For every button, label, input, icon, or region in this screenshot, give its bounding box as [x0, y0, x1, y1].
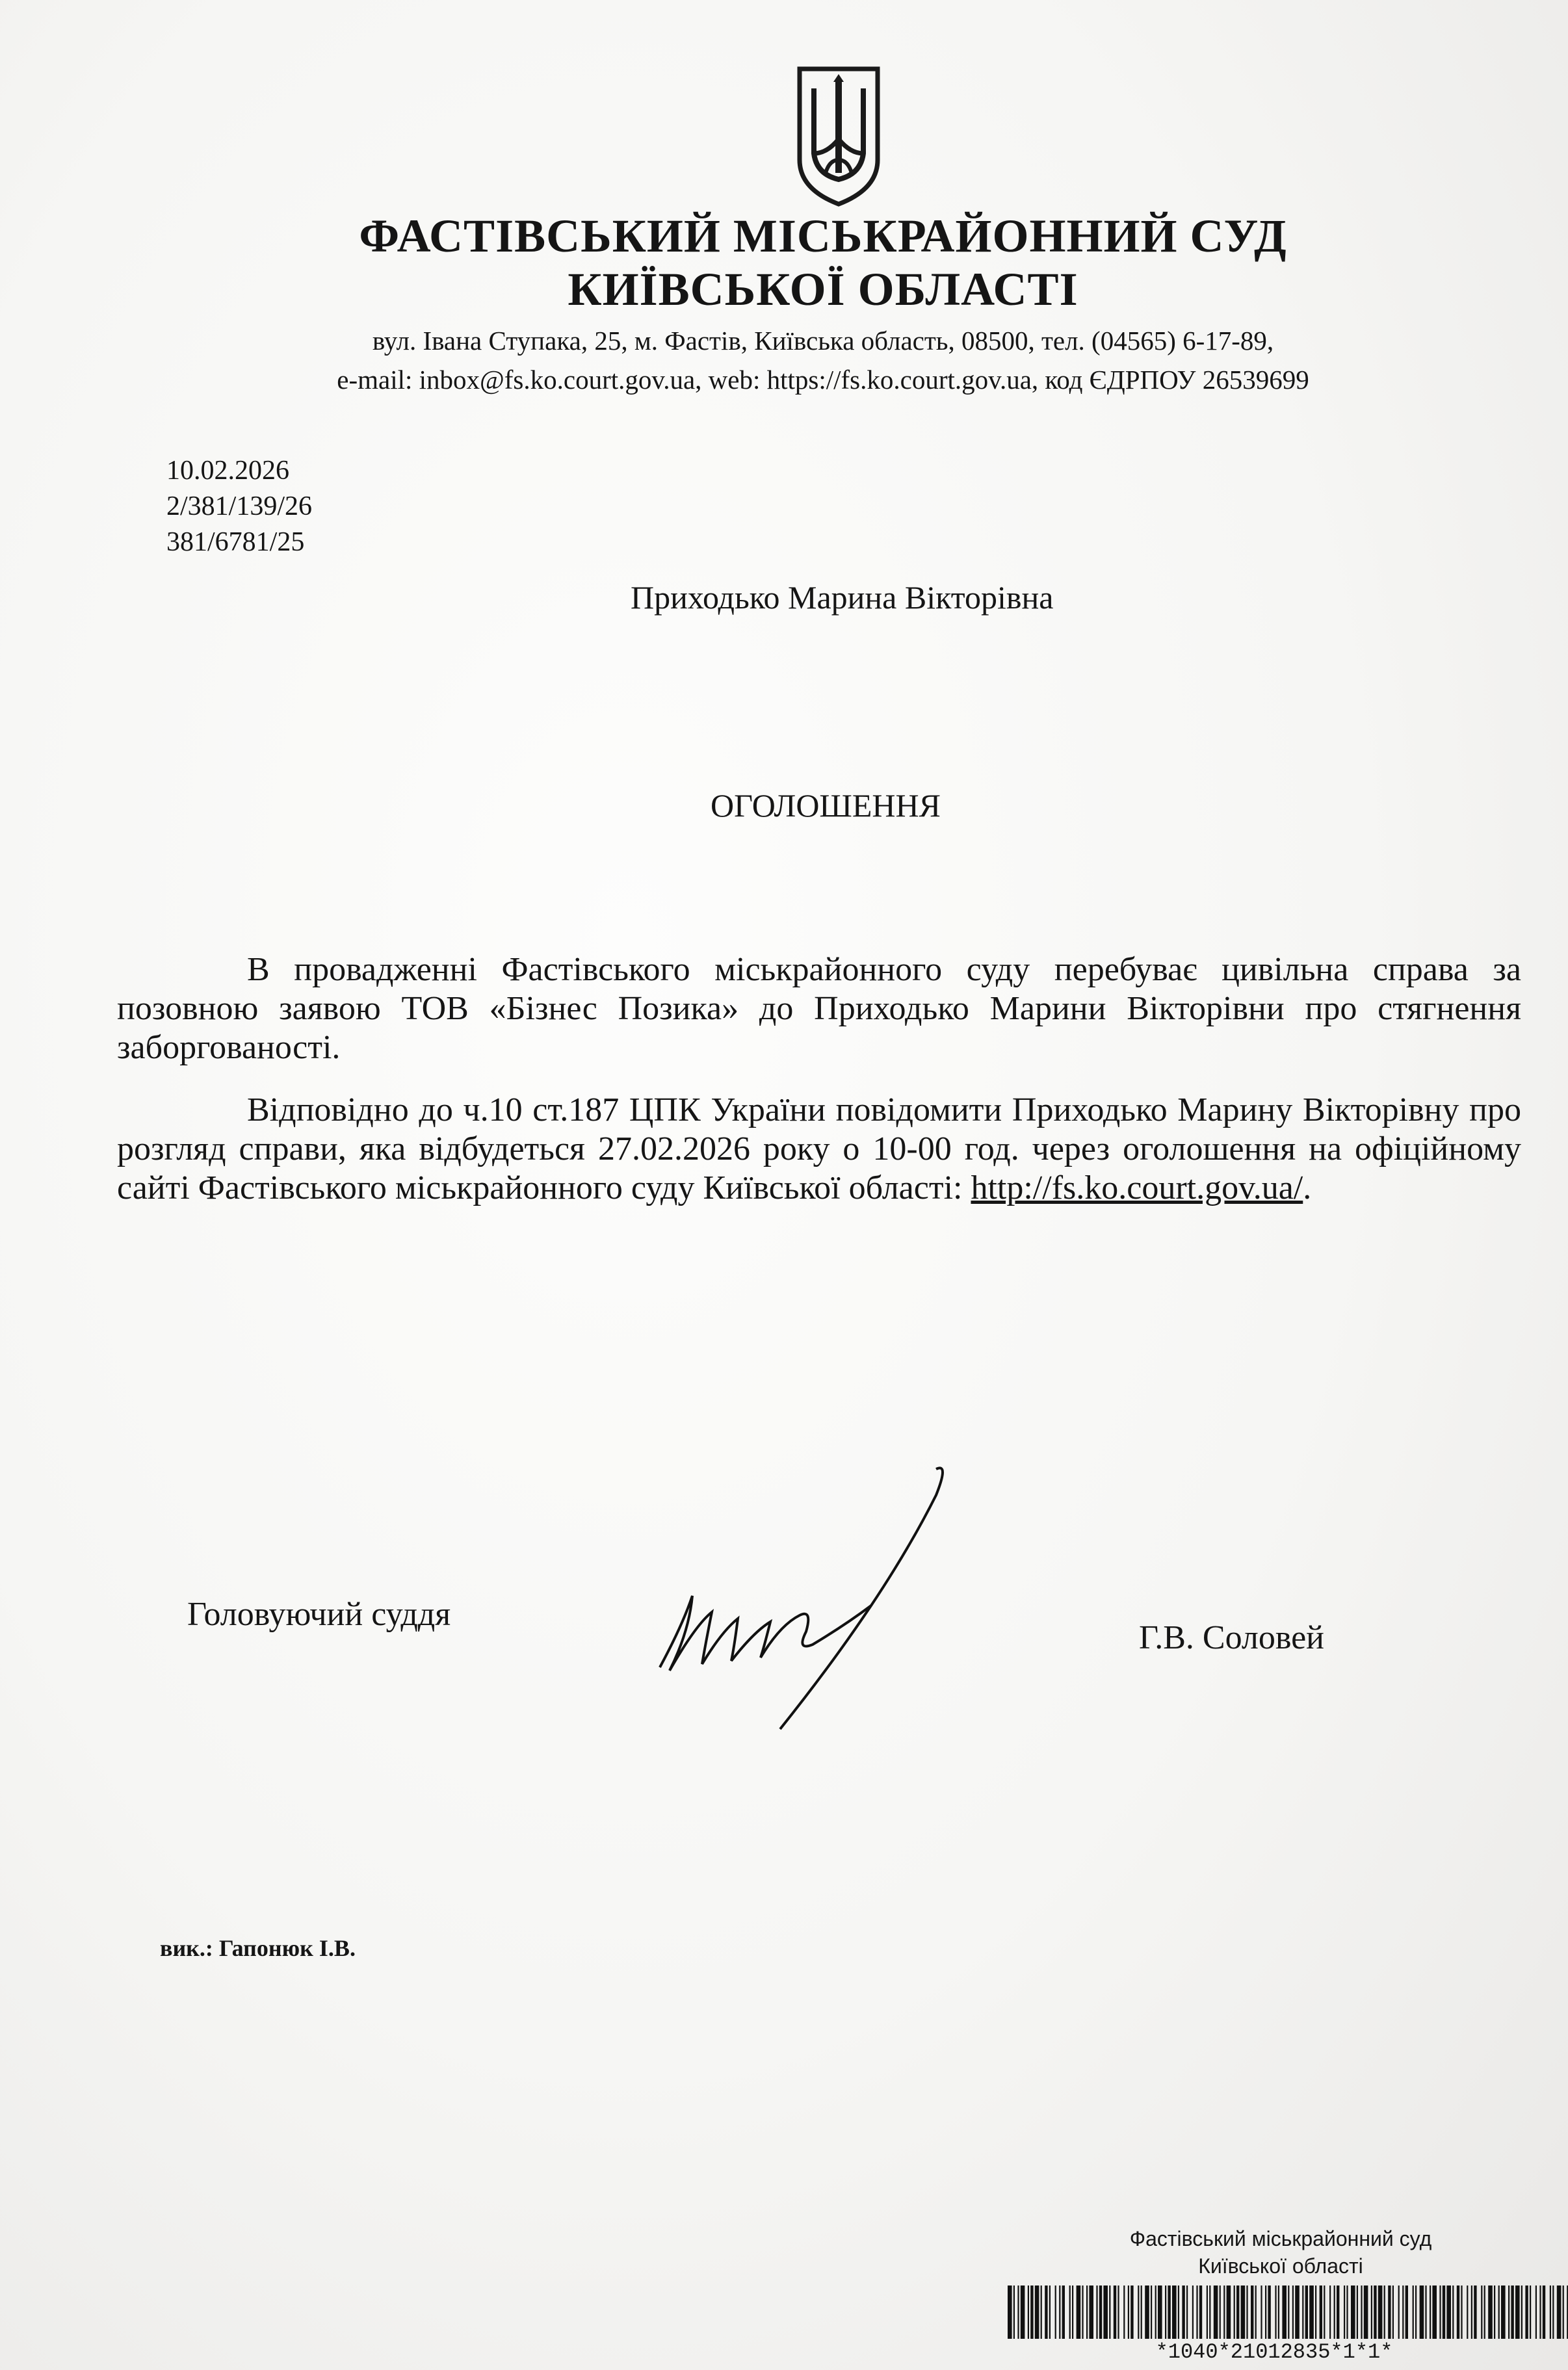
- judge-role: Головуючий суддя: [187, 1596, 451, 1633]
- court-name-line1: ФАСТІВСЬКИЙ МІСЬКРАЙОННИЙ СУД: [359, 210, 1287, 262]
- notice-paragraph-2-end: .: [1303, 1169, 1312, 1206]
- barcode: [1008, 2285, 1568, 2339]
- recipient-name: Приходько Марина Вікторівна: [631, 579, 1054, 616]
- tryzub-coat-of-arms-icon: [793, 62, 884, 208]
- stamp-region: Київської області: [1198, 2254, 1363, 2278]
- document-title: ОГОЛОШЕННЯ: [711, 787, 941, 824]
- notice-paragraph-1: В провадженні Фастівського міськрайонного суду перебуває цивільна справа за позовною заявою ТОВ «Бізнес Позика» до Приходько Марини Вікторівни про стягнення заборгованості.: [117, 951, 1521, 1066]
- case-number: 381/6781/25: [166, 527, 305, 557]
- handwritten-signature: [598, 1456, 962, 1742]
- court-website-link[interactable]: http://fs.ko.court.gov.ua/: [971, 1169, 1303, 1206]
- judge-name: Г.В. Соловей: [1139, 1619, 1324, 1656]
- registration-stamp: [1001, 2227, 1568, 2370]
- court-address: вул. Івана Ступака, 25, м. Фастів, Київська область, 08500, тел. (04565) 6-17-89,: [372, 326, 1274, 356]
- outgoing-number: 2/381/139/26: [166, 491, 313, 521]
- notice-paragraph-2-text: Відповідно до ч.10 ст.187 ЦПК України повідомити Приходько Марину Вікторівну про розгляд справи, яка відбудеться 27.02.2026 року о 10-00 год. через оголошення на офіційному сайті Фастівського міськрайонного суду Київської області:: [117, 1091, 1521, 1206]
- stamp-court-name: Фастівський міськрайонний суд: [1129, 2227, 1432, 2250]
- court-contacts: e-mail: inbox@fs.ko.court.gov.ua, web: https://fs.ko.court.gov.ua, код ЄДРПОУ 26539699: [337, 365, 1309, 395]
- executor-name: вик.: Гапонюк І.В.: [160, 1935, 356, 1961]
- notice-paragraph-2: [117, 1091, 1521, 1208]
- document-date: 10.02.2026: [166, 456, 289, 486]
- court-name-line2: КИЇВСЬКОЇ ОБЛАСТІ: [568, 263, 1078, 315]
- barcode-number: *1040*21012835*1*1*: [1155, 2340, 1393, 2364]
